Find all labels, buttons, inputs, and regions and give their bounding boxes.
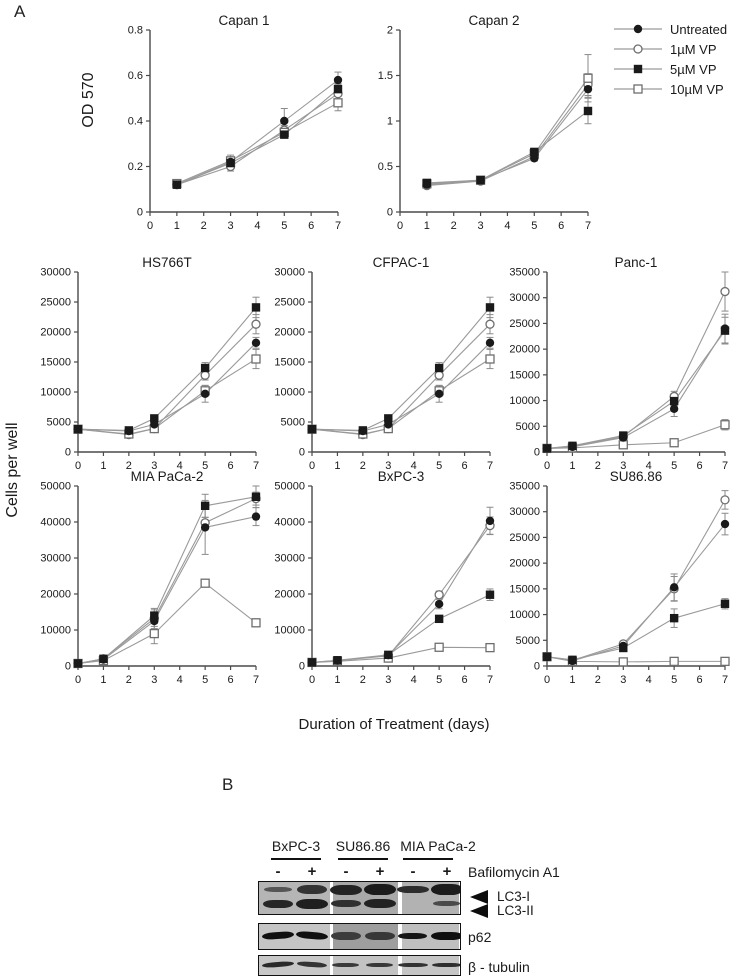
- legend-label: 1µM VP: [670, 41, 717, 57]
- svg-text:10000: 10000: [40, 624, 71, 637]
- chart-su86-86: [497, 466, 737, 696]
- svg-text:1: 1: [173, 220, 180, 232]
- svg-text:0: 0: [74, 674, 82, 686]
- protein-band: [364, 899, 396, 908]
- svg-text:3: 3: [620, 460, 627, 472]
- svg-text:25000: 25000: [509, 531, 540, 544]
- svg-text:20000: 20000: [509, 343, 540, 356]
- svg-text:40000: 40000: [40, 516, 71, 529]
- svg-text:10000: 10000: [509, 395, 540, 408]
- protein-band: [331, 932, 361, 940]
- svg-text:7: 7: [486, 460, 494, 472]
- svg-text:50000: 50000: [40, 480, 71, 493]
- svg-text:0: 0: [396, 220, 404, 232]
- filled-circle-icon: [612, 22, 664, 36]
- svg-text:0: 0: [543, 674, 551, 686]
- svg-text:1: 1: [334, 674, 341, 686]
- svg-text:30000: 30000: [509, 292, 540, 305]
- svg-text:1.5: 1.5: [377, 70, 393, 82]
- panel-a-label: A: [14, 2, 26, 21]
- svg-text:6: 6: [461, 674, 468, 686]
- protein-band: [431, 932, 462, 940]
- svg-text:3: 3: [385, 674, 392, 686]
- chart-hs766t: [28, 252, 268, 482]
- protein-band: [296, 899, 328, 909]
- svg-text:3: 3: [385, 460, 392, 472]
- svg-text:10000: 10000: [40, 386, 71, 399]
- legend-label: 5µM VP: [670, 61, 717, 77]
- svg-text:1: 1: [423, 220, 430, 232]
- protein-band: [398, 933, 427, 939]
- legend-item: [612, 82, 727, 96]
- svg-text:15000: 15000: [509, 369, 540, 382]
- svg-text:5: 5: [436, 460, 443, 472]
- svg-text:1: 1: [100, 674, 107, 686]
- svg-text:0: 0: [298, 446, 305, 459]
- svg-text:CFPAC-1: CFPAC-1: [372, 255, 430, 270]
- protein-band: [332, 963, 359, 967]
- protein-band: [433, 901, 460, 906]
- svg-text:0: 0: [308, 460, 316, 472]
- svg-text:50000: 50000: [274, 480, 305, 493]
- svg-text:5: 5: [202, 674, 209, 686]
- svg-text:5: 5: [671, 460, 678, 472]
- svg-text:25000: 25000: [274, 296, 305, 309]
- chart-legend: [612, 22, 727, 96]
- svg-text:0: 0: [308, 674, 316, 686]
- svg-text:0: 0: [146, 220, 154, 232]
- svg-text:0: 0: [136, 206, 143, 219]
- svg-text:1: 1: [569, 460, 576, 472]
- svg-text:HS766T: HS766T: [142, 255, 192, 270]
- svg-text:40000: 40000: [274, 516, 305, 529]
- filled-square-icon: [612, 62, 664, 76]
- open-circle-icon: [612, 42, 664, 56]
- svg-text:0.6: 0.6: [127, 70, 143, 82]
- svg-text:15000: 15000: [509, 583, 540, 596]
- lane-sign: -: [275, 863, 281, 880]
- lane-sign: +: [375, 863, 385, 880]
- legend-item: [612, 62, 727, 76]
- svg-text:7: 7: [252, 460, 260, 472]
- x-axis-label: Duration of Treatment (days): [298, 716, 490, 733]
- svg-text:3: 3: [477, 220, 484, 232]
- chart-mia-paca-2: [28, 466, 268, 696]
- svg-text:4: 4: [176, 674, 183, 686]
- svg-text:4: 4: [254, 220, 261, 232]
- svg-text:4: 4: [645, 674, 652, 686]
- svg-text:5: 5: [531, 220, 538, 232]
- svg-text:2: 2: [386, 24, 393, 37]
- svg-text:5: 5: [281, 220, 288, 232]
- svg-text:6: 6: [461, 460, 468, 472]
- svg-text:0.8: 0.8: [127, 24, 143, 37]
- svg-text:6: 6: [308, 220, 315, 232]
- svg-text:Capan 1: Capan 1: [218, 13, 270, 28]
- svg-text:30000: 30000: [40, 552, 71, 565]
- svg-text:30000: 30000: [274, 266, 305, 279]
- blot-panel-lc3: [258, 881, 461, 915]
- svg-text:7: 7: [334, 220, 342, 232]
- protein-band: [264, 887, 292, 892]
- protein-band: [431, 884, 462, 895]
- svg-text:35000: 35000: [509, 480, 540, 493]
- blot-panel-p62: [258, 923, 461, 950]
- svg-text:0: 0: [74, 460, 82, 472]
- svg-text:6: 6: [227, 460, 234, 472]
- open-square-icon: [612, 82, 664, 96]
- svg-text:1: 1: [386, 115, 393, 128]
- protein-band: [331, 900, 361, 907]
- svg-text:5: 5: [671, 674, 678, 686]
- svg-text:0.2: 0.2: [127, 161, 143, 173]
- svg-text:Capan 2: Capan 2: [468, 13, 520, 28]
- svg-text:2: 2: [125, 674, 132, 686]
- panel-b-label: B: [222, 775, 234, 794]
- svg-text:3: 3: [620, 674, 627, 686]
- legend-item: [612, 22, 727, 36]
- svg-text:0: 0: [64, 446, 71, 459]
- protein-band: [397, 886, 429, 893]
- svg-text:3: 3: [151, 460, 158, 472]
- svg-text:5000: 5000: [46, 416, 71, 429]
- chart-panc-1: [497, 252, 737, 482]
- svg-text:20000: 20000: [40, 588, 71, 601]
- lane-sign: +: [307, 863, 317, 880]
- svg-text:1: 1: [569, 674, 576, 686]
- svg-text:30000: 30000: [509, 506, 540, 519]
- chart-cfpac-1: [262, 252, 502, 482]
- treatment-label: Bafilomycin A1: [468, 864, 560, 880]
- lane-sign: -: [343, 863, 349, 880]
- legend-label: 10µM VP: [670, 81, 724, 97]
- protein-band: [330, 885, 362, 895]
- svg-text:0.5: 0.5: [377, 161, 393, 173]
- lane-sign: +: [442, 863, 452, 880]
- svg-text:3: 3: [151, 674, 158, 686]
- svg-text:4: 4: [645, 460, 652, 472]
- svg-text:2: 2: [200, 220, 207, 232]
- protein-band: [365, 932, 395, 940]
- svg-text:30000: 30000: [40, 266, 71, 279]
- svg-text:4: 4: [410, 674, 417, 686]
- svg-text:5000: 5000: [280, 416, 305, 429]
- svg-text:SU86.86: SU86.86: [609, 469, 663, 484]
- cell-line-underline: [403, 858, 453, 860]
- svg-text:2: 2: [125, 460, 132, 472]
- svg-text:2: 2: [594, 460, 601, 472]
- svg-text:6: 6: [696, 674, 703, 686]
- svg-text:3: 3: [227, 220, 234, 232]
- svg-text:20000: 20000: [509, 557, 540, 570]
- svg-text:7: 7: [486, 674, 494, 686]
- legend-item: [612, 42, 727, 56]
- band-label-lc3-ii: LC3-II: [497, 903, 534, 918]
- protein-band: [366, 963, 393, 967]
- protein-band: [432, 963, 462, 967]
- svg-text:5: 5: [436, 674, 443, 686]
- svg-text:10000: 10000: [274, 386, 305, 399]
- svg-text:0: 0: [533, 446, 540, 459]
- svg-text:0: 0: [543, 460, 551, 472]
- arrowhead-lc3-i-icon: [470, 890, 488, 904]
- y-axis-label-od570: OD 570: [80, 72, 97, 128]
- svg-text:6: 6: [227, 674, 234, 686]
- svg-text:7: 7: [584, 220, 592, 232]
- protein-band: [263, 900, 293, 908]
- svg-text:4: 4: [504, 220, 511, 232]
- svg-text:Panc-1: Panc-1: [614, 255, 658, 270]
- svg-text:20000: 20000: [274, 326, 305, 339]
- chart-capan-2: [350, 10, 600, 242]
- svg-text:2: 2: [594, 674, 601, 686]
- svg-text:2: 2: [359, 460, 366, 472]
- svg-text:5000: 5000: [515, 634, 540, 647]
- svg-text:7: 7: [252, 674, 260, 686]
- svg-text:6: 6: [558, 220, 565, 232]
- protein-band: [297, 885, 327, 894]
- svg-text:15000: 15000: [274, 356, 305, 369]
- svg-text:2: 2: [359, 674, 366, 686]
- svg-text:5000: 5000: [515, 420, 540, 433]
- svg-text:1: 1: [100, 460, 107, 472]
- lane-sign: -: [410, 863, 416, 880]
- svg-text:0: 0: [386, 206, 393, 219]
- svg-text:0: 0: [298, 660, 305, 673]
- legend-label: Untreated: [670, 21, 728, 37]
- blot-cell-line-label: SU86.86: [335, 838, 391, 854]
- svg-text:10000: 10000: [274, 624, 305, 637]
- svg-text:6: 6: [696, 460, 703, 472]
- arrowhead-lc3-ii-icon: [470, 904, 488, 918]
- blot-panel-tubulin: [258, 955, 461, 976]
- svg-text:5: 5: [202, 460, 209, 472]
- y-axis-label-cells-per-well: Cells per well: [4, 422, 21, 518]
- svg-text:MIA PaCa-2: MIA PaCa-2: [130, 469, 204, 484]
- svg-text:20000: 20000: [40, 326, 71, 339]
- svg-text:20000: 20000: [274, 588, 305, 601]
- svg-text:2: 2: [450, 220, 457, 232]
- svg-text:4: 4: [410, 460, 417, 472]
- svg-text:25000: 25000: [40, 296, 71, 309]
- protein-band: [364, 884, 396, 895]
- svg-text:0.4: 0.4: [127, 115, 143, 128]
- blot-cell-line-label: MIA PaCa-2: [400, 838, 476, 854]
- blot-cell-line-label: BxPC-3: [271, 838, 321, 854]
- svg-text:30000: 30000: [274, 552, 305, 565]
- svg-text:15000: 15000: [40, 356, 71, 369]
- cell-line-underline: [271, 858, 321, 860]
- svg-text:0: 0: [64, 660, 71, 673]
- chart-bxpc-3: [262, 466, 502, 696]
- svg-text:BxPC-3: BxPC-3: [377, 469, 425, 484]
- chart-capan-1: [100, 10, 350, 242]
- p62-label: p62: [468, 929, 492, 945]
- svg-text:25000: 25000: [509, 317, 540, 330]
- protein-band: [398, 963, 428, 967]
- tubulin-label: β - tubulin: [468, 959, 530, 975]
- svg-text:7: 7: [721, 460, 729, 472]
- svg-text:4: 4: [176, 460, 183, 472]
- svg-text:35000: 35000: [509, 266, 540, 279]
- svg-text:1: 1: [334, 460, 341, 472]
- band-label-lc3-i: LC3-I: [497, 889, 531, 904]
- svg-text:10000: 10000: [509, 609, 540, 622]
- svg-text:0: 0: [533, 660, 540, 673]
- cell-line-underline: [338, 858, 388, 860]
- svg-text:7: 7: [721, 674, 729, 686]
